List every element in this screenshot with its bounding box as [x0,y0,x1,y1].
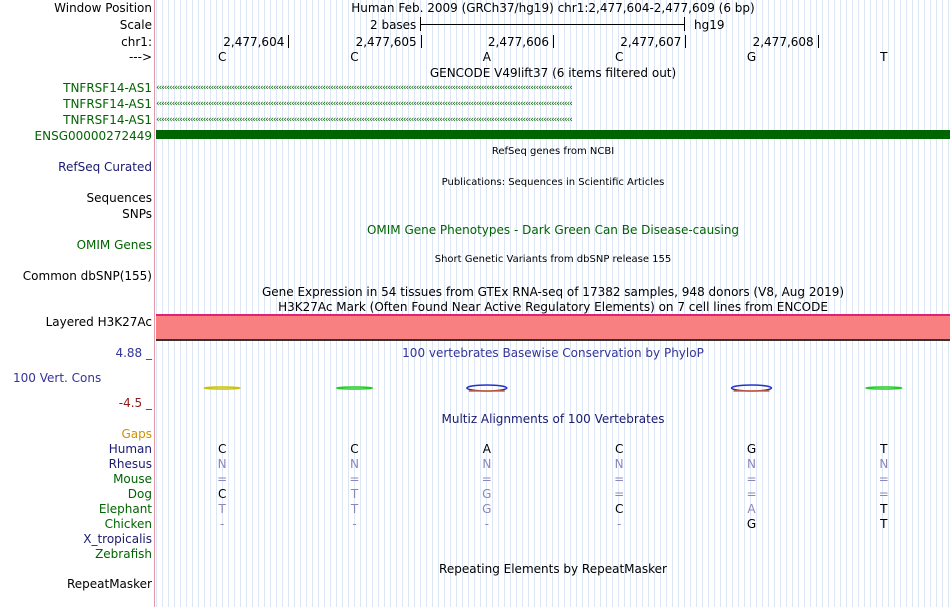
window-position-label[interactable]: Window Position [54,1,152,15]
omim-title: OMIM Gene Phenotypes - Dark Green Can Be Disease-causing [366,223,740,237]
alignment-base: C [614,502,624,516]
alignment-base: N [217,457,227,471]
h3k27ac-title: H3K27Ac Mark (Often Found Near Active Regulatory Elements) on 7 cell lines from ENCODE [278,300,828,314]
strand-label: ---> [128,50,152,64]
coordinate-tick [685,35,686,48]
gencode-title: GENCODE V49lift37 (6 items filtered out) [429,66,677,80]
alignment-base: C [217,487,227,501]
alignment-base: A [482,442,491,456]
alignment-base: N [350,457,359,471]
alignment-base: N [482,457,492,471]
gencode-item-4[interactable]: ENSG00000272449 [34,129,152,143]
coordinate-tick [421,35,422,48]
repeatmasker-label[interactable]: RepeatMasker [66,577,152,591]
alignment-base: T [880,517,888,531]
alignment-base: T [350,502,359,516]
conservation-mark [204,387,240,389]
alignment-base: - [219,517,225,531]
conservation-mark [337,387,373,389]
alignment-base: G [746,442,757,456]
conservation-mark [467,385,507,391]
reference-base: C [217,50,227,64]
alignment-base: = [614,472,625,486]
alignment-base: = [746,472,757,486]
gencode-feature-1[interactable] [156,84,950,92]
refseq-label[interactable]: RefSeq Curated [58,160,152,174]
gaps-label[interactable]: Gaps [121,427,152,441]
gtex-title: Gene Expression in 54 tissues from GTEx RNA-seq of 17382 samples, 948 donors (V8, Aug 2019) [261,285,845,299]
alignment-base: - [484,517,489,531]
reference-base: C [350,50,359,64]
alignment-base: = [614,487,625,501]
reference-base: T [880,50,888,64]
coordinate-tick [553,35,554,48]
species-label-chicken[interactable]: Chicken [104,517,152,531]
gencode-item-3[interactable]: TNFRSF14-AS1 [63,113,152,127]
scale-bar [420,17,685,32]
alignment-base: = [481,472,492,486]
alignment-base: C [350,442,359,456]
species-label-rhesus[interactable]: Rhesus [108,457,152,471]
h3k27ac-signal[interactable] [156,314,950,341]
alignment-base: T [350,487,359,501]
gencode-feature-2[interactable] [156,100,950,108]
alignment-base: A [747,502,756,516]
scale-assembly: hg19 [694,18,725,32]
species-label-elephant[interactable]: Elephant [98,502,152,516]
repeatmasker-title: Repeating Elements by RepeatMasker [439,562,667,576]
phylop-title: 100 vertebrates Basewise Conservation by PhyloP [402,346,704,360]
gencode-feature-4[interactable] [156,130,950,139]
refseq-title: RefSeq genes from NCBI [491,146,615,157]
alignment-base: T [880,442,888,456]
species-label-mouse[interactable]: Mouse [113,472,152,486]
window-position-value: Human Feb. 2009 (GRCh37/hg19) chr1:2,477,604-2,477,609 (6 bp) [351,1,755,15]
reference-base: C [614,50,624,64]
species-label-dog[interactable]: Dog [127,487,152,501]
coordinate-label: 2,477,606 [487,35,549,49]
alignment-base: G [746,517,757,531]
species-label-human[interactable]: Human [108,442,152,456]
alignment-base: T [218,502,226,516]
species-label-x_tropicalis[interactable]: X_tropicalis [83,532,152,546]
omim-label[interactable]: OMIM Genes [76,238,152,252]
publications-title: Publications: Sequences in Scientific Articles [441,177,665,188]
alignment-base: C [217,442,227,456]
alignment-base: = [349,472,360,486]
scale-text: 2 bases [370,18,417,32]
alignment-base: N [747,457,756,471]
reference-base: A [482,50,491,64]
coordinate-label: 2,477,604 [223,35,285,49]
gencode-feature-3[interactable] [156,116,950,124]
dbsnp-label[interactable]: Common dbSNP(155) [22,269,152,283]
strand-arrows: ‹‹‹‹‹‹‹‹‹‹‹‹‹‹‹‹‹‹‹‹‹‹‹‹‹‹‹‹‹‹‹‹‹‹‹‹‹‹‹‹‹‹‹‹‹‹‹‹‹‹‹‹‹‹‹‹‹‹‹‹‹‹‹‹‹‹‹‹‹‹‹‹‹‹‹‹‹‹‹‹‹‹‹‹‹‹‹‹‹‹‹‹‹‹‹‹‹‹‹‹‹‹‹‹‹‹‹‹‹‹‹‹‹‹‹‹‹‹‹‹‹‹‹‹‹‹‹‹‹‹‹‹‹‹‹‹‹‹‹‹‹‹‹‹‹‹‹‹‹‹‹‹‹‹‹‹‹‹‹‹ [156,116,572,124]
conservation-marks [156,380,950,396]
cons-min-value: -4.5 _ [118,396,152,410]
strand-arrows: ‹‹‹‹‹‹‹‹‹‹‹‹‹‹‹‹‹‹‹‹‹‹‹‹‹‹‹‹‹‹‹‹‹‹‹‹‹‹‹‹‹‹‹‹‹‹‹‹‹‹‹‹‹‹‹‹‹‹‹‹‹‹‹‹‹‹‹‹‹‹‹‹‹‹‹‹‹‹‹‹‹‹‹‹‹‹‹‹‹‹‹‹‹‹‹‹‹‹‹‹‹‹‹‹‹‹‹‹‹‹‹‹‹‹‹‹‹‹‹‹‹‹‹‹‹‹‹‹‹‹‹‹‹‹‹‹‹‹‹‹‹‹‹‹‹‹‹‹‹‹‹‹‹‹‹‹‹‹‹‹ [156,84,572,92]
alignment-base: = [878,472,889,486]
cons-max-value: 4.88 _ [115,346,152,360]
alignment-base: G [482,487,492,501]
alignment-base: - [616,517,622,531]
gencode-item-2[interactable]: TNFRSF14-AS1 [63,97,152,111]
species-label-zebrafish[interactable]: Zebrafish [95,547,152,561]
label-divider [154,0,155,607]
chrom-label: chr1: [121,35,152,49]
coordinate-label: 2,477,608 [752,35,814,49]
h3k27ac-label[interactable]: Layered H3K27Ac [45,315,152,329]
alignment-base: - [352,517,357,531]
dbsnp-title: Short Genetic Variants from dbSNP release 155 [434,254,672,265]
reference-base: G [746,50,757,64]
cons-label[interactable]: 100 Vert. Cons [13,371,102,385]
alignment-base: C [614,442,624,456]
strand-arrows: ‹‹‹‹‹‹‹‹‹‹‹‹‹‹‹‹‹‹‹‹‹‹‹‹‹‹‹‹‹‹‹‹‹‹‹‹‹‹‹‹‹‹‹‹‹‹‹‹‹‹‹‹‹‹‹‹‹‹‹‹‹‹‹‹‹‹‹‹‹‹‹‹‹‹‹‹‹‹‹‹‹‹‹‹‹‹‹‹‹‹‹‹‹‹‹‹‹‹‹‹‹‹‹‹‹‹‹‹‹‹‹‹‹‹‹‹‹‹‹‹‹‹‹‹‹‹‹‹‹‹‹‹‹‹‹‹‹‹‹‹‹‹‹‹‹‹‹‹‹‹‹‹‹‹‹‹‹‹‹‹ [156,100,572,108]
gencode-item-1[interactable]: TNFRSF14-AS1 [63,81,152,95]
snps-label[interactable]: SNPs [122,207,152,221]
coordinate-tick [288,35,289,48]
alignment-base: G [482,502,492,516]
alignment-base: T [880,502,888,516]
alignment-base: N [614,457,624,471]
sequences-label[interactable]: Sequences [86,191,152,205]
alignment-base: = [217,472,228,486]
conservation-mark [732,385,772,391]
coordinate-label: 2,477,607 [620,35,682,49]
alignment-base: N [879,457,889,471]
conservation-mark [866,387,902,389]
coordinate-tick [818,35,819,48]
scale-label[interactable]: Scale [119,18,152,32]
multiz-title: Multiz Alignments of 100 Vertebrates [441,412,665,426]
coordinate-label: 2,477,605 [355,35,417,49]
alignment-base: = [878,487,889,501]
alignment-base: = [746,487,757,501]
